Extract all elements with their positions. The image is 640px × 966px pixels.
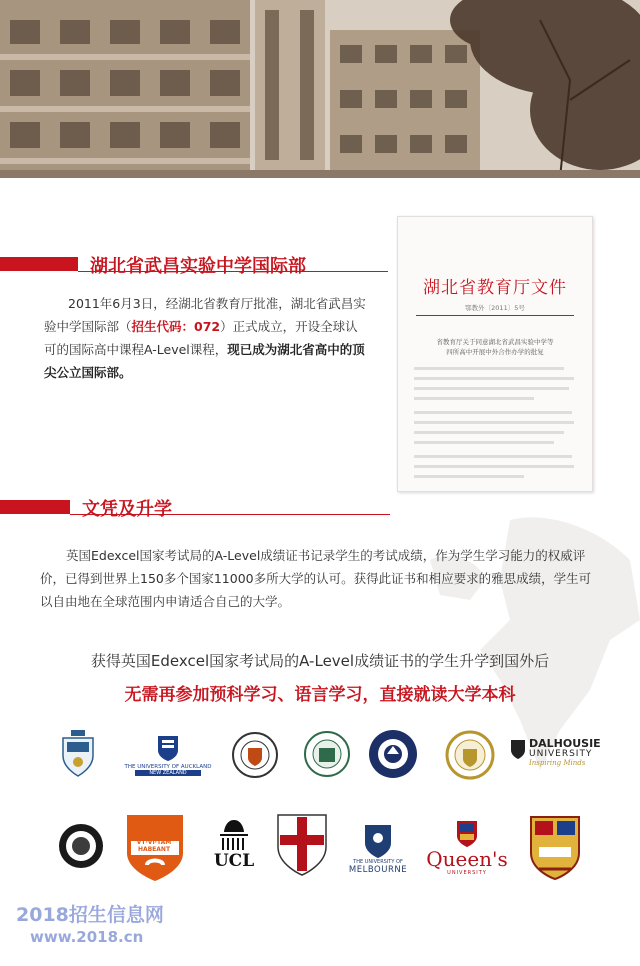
- ucl-text: UCL: [213, 851, 255, 871]
- section1-title: 湖北省武昌实验中学国际部: [90, 256, 306, 277]
- section1-text-b: ）正式成立，开设全球认可的国际高中课程A-Level课程，: [44, 319, 358, 357]
- cta-line-2: 无需再参加预科学习、语言学习，直接就读大学本科: [124, 685, 516, 705]
- section1-paragraph: [44, 292, 370, 384]
- watermark-site-name: 2018招生信息网: [16, 904, 164, 926]
- auckland-country: NEW ZEALAND: [135, 770, 200, 776]
- enrollment-code: 招生代码：072: [131, 319, 221, 334]
- university-logo-penn-state-seal: [366, 728, 420, 780]
- document-divider: [416, 315, 574, 316]
- document-number: 鄂教外〔2011〕5号: [465, 304, 525, 312]
- university-logo-red-cross-shield: [274, 812, 330, 878]
- university-logo-michigan-state-seal: [302, 728, 352, 780]
- university-logo-nottingham-seal: [230, 730, 280, 780]
- section1-text-a: 2011年6月3日，经湖北省教育厅批准，湖北省武昌实验中学国际部（: [44, 296, 366, 334]
- document-text-line: [414, 441, 554, 444]
- document-text-line: [414, 387, 569, 390]
- document-text-line: [414, 367, 564, 370]
- university-logo-royal-crest: [524, 812, 586, 884]
- document-text-line: [414, 377, 574, 380]
- document-text-line: [414, 431, 564, 434]
- university-logo-dark-seal: [56, 820, 106, 872]
- dalhousie-motto: Inspiring Minds: [529, 759, 586, 767]
- official-document-image: [397, 216, 593, 492]
- section2-title: 文凭及升学: [82, 499, 172, 520]
- document-text-line: [414, 411, 572, 414]
- university-logo-gold-seal: [444, 728, 496, 782]
- document-header: 湖北省教育厅文件: [423, 278, 567, 298]
- watermark-url: www.2018.cn: [30, 928, 144, 946]
- document-text-line: [414, 475, 524, 478]
- university-logo-ucl: [206, 812, 262, 876]
- section2-red-bar: [0, 500, 70, 514]
- vt-motto-2: HABEANT: [137, 846, 171, 853]
- university-logo-vtvitam-shield: [124, 812, 186, 884]
- hero-photo: [0, 0, 640, 178]
- cta-line-1: 获得英国Edexcel国家考试局的A-Level成绩证书的学生升学到国外后: [90, 652, 550, 670]
- university-logo-crest: [58, 728, 98, 780]
- melbourne-name: MELBOURNE: [348, 865, 408, 875]
- auckland-name: THE UNIVERSITY OF AUCKLAND: [124, 764, 212, 770]
- dalhousie-name: DALHOUSIE: [529, 737, 601, 750]
- document-text-line: [414, 421, 574, 424]
- section1-red-bar: [0, 257, 78, 271]
- document-text-line: [414, 455, 572, 458]
- section2-paragraph: 英国Edexcel国家考试局的A-Level成绩证书记录学生的考试成绩，作为学生学习能力的权威评价，已得到世界上150多个国家11000多所大学的认可。获得此证书和相应要求的雅思成绩，学生可以自由地在全球范围内申请适合自己的大学。: [40, 548, 592, 609]
- university-logo-auckland: [124, 728, 212, 782]
- university-logo-queens: [426, 818, 508, 878]
- document-text-line: [414, 397, 534, 400]
- document-subtitle-2: 四所高中开展中外合作办学的批复: [446, 348, 544, 356]
- university-logo-melbourne: [346, 816, 410, 882]
- section1-highlight: 现已成为湖北省高中的顶尖公立国际部。: [44, 342, 365, 380]
- queens-university: UNIVERSITY: [447, 870, 487, 876]
- dalhousie-university: UNIVERSITY: [529, 749, 593, 759]
- vt-motto-1: VT·VI·TAM: [136, 839, 172, 846]
- document-text-line: [414, 465, 574, 468]
- queens-name: Queen's: [426, 847, 508, 871]
- document-subtitle-1: 省教育厅关于同意湖北省武昌实验中学等: [436, 338, 554, 346]
- melbourne-prefix: THE UNIVERSITY OF: [353, 859, 403, 865]
- university-logo-dalhousie: [510, 738, 602, 780]
